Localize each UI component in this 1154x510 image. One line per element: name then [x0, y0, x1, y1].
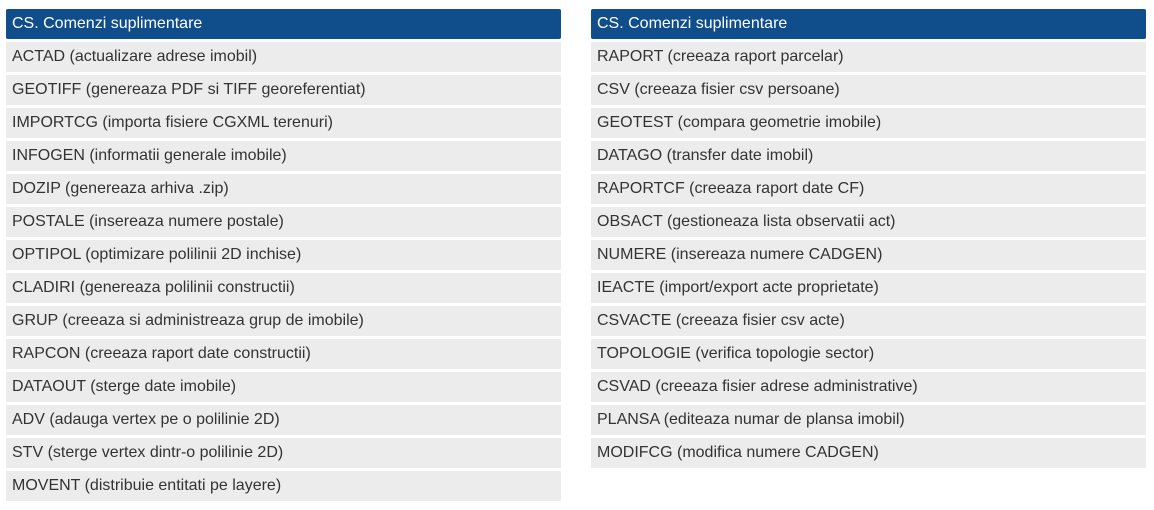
right-command-panel — [591, 9, 1146, 471]
command-item[interactable]: MODIFCG (modifica numere CADGEN) — [591, 438, 1146, 468]
command-item[interactable]: OBSACT (gestioneaza lista observatii act) — [591, 207, 1146, 237]
command-item[interactable]: ACTAD (actualizare adrese imobil) — [6, 42, 561, 72]
command-item[interactable]: CLADIRI (genereaza polilinii constructii) — [6, 273, 561, 303]
command-item[interactable]: RAPORTCF (creeaza raport date CF) — [591, 174, 1146, 204]
command-item[interactable]: RAPCON (creeaza raport date constructii) — [6, 339, 561, 369]
command-item[interactable]: CSV (creeaza fisier csv persoane) — [591, 75, 1146, 105]
command-item[interactable]: TOPOLOGIE (verifica topologie sector) — [591, 339, 1146, 369]
command-item[interactable]: DATAGO (transfer date imobil) — [591, 141, 1146, 171]
command-item[interactable]: MOVENT (distribuie entitati pe layere) — [6, 471, 561, 501]
command-item[interactable]: PLANSA (editeaza numar de plansa imobil) — [591, 405, 1146, 435]
command-item[interactable]: ADV (adauga vertex pe o polilinie 2D) — [6, 405, 561, 435]
command-item[interactable]: GEOTEST (compara geometrie imobile) — [591, 108, 1146, 138]
left-command-panel — [6, 9, 561, 504]
command-item[interactable]: INFOGEN (informatii generale imobile) — [6, 141, 561, 171]
command-item[interactable]: OPTIPOL (optimizare polilinii 2D inchise) — [6, 240, 561, 270]
left-panel-header: CS. Comenzi suplimentare — [6, 9, 561, 39]
command-item[interactable]: POSTALE (insereaza numere postale) — [6, 207, 561, 237]
command-item[interactable]: CSVACTE (creeaza fisier csv acte) — [591, 306, 1146, 336]
command-item[interactable]: GEOTIFF (genereaza PDF si TIFF georeferentiat) — [6, 75, 561, 105]
command-item[interactable]: IEACTE (import/export acte proprietate) — [591, 273, 1146, 303]
command-item[interactable]: DATAOUT (sterge date imobile) — [6, 372, 561, 402]
command-item[interactable]: GRUP (creeaza si administreaza grup de imobile) — [6, 306, 561, 336]
command-item[interactable]: RAPORT (creeaza raport parcelar) — [591, 42, 1146, 72]
right-command-list — [591, 42, 1146, 468]
command-item[interactable]: STV (sterge vertex dintr-o polilinie 2D) — [6, 438, 561, 468]
right-panel-header: CS. Comenzi suplimentare — [591, 9, 1146, 39]
command-item[interactable]: CSVAD (creeaza fisier adrese administrative) — [591, 372, 1146, 402]
command-item[interactable]: DOZIP (genereaza arhiva .zip) — [6, 174, 561, 204]
command-item[interactable]: IMPORTCG (importa fisiere CGXML terenuri) — [6, 108, 561, 138]
left-command-list — [6, 42, 561, 501]
command-item[interactable]: NUMERE (insereaza numere CADGEN) — [591, 240, 1146, 270]
